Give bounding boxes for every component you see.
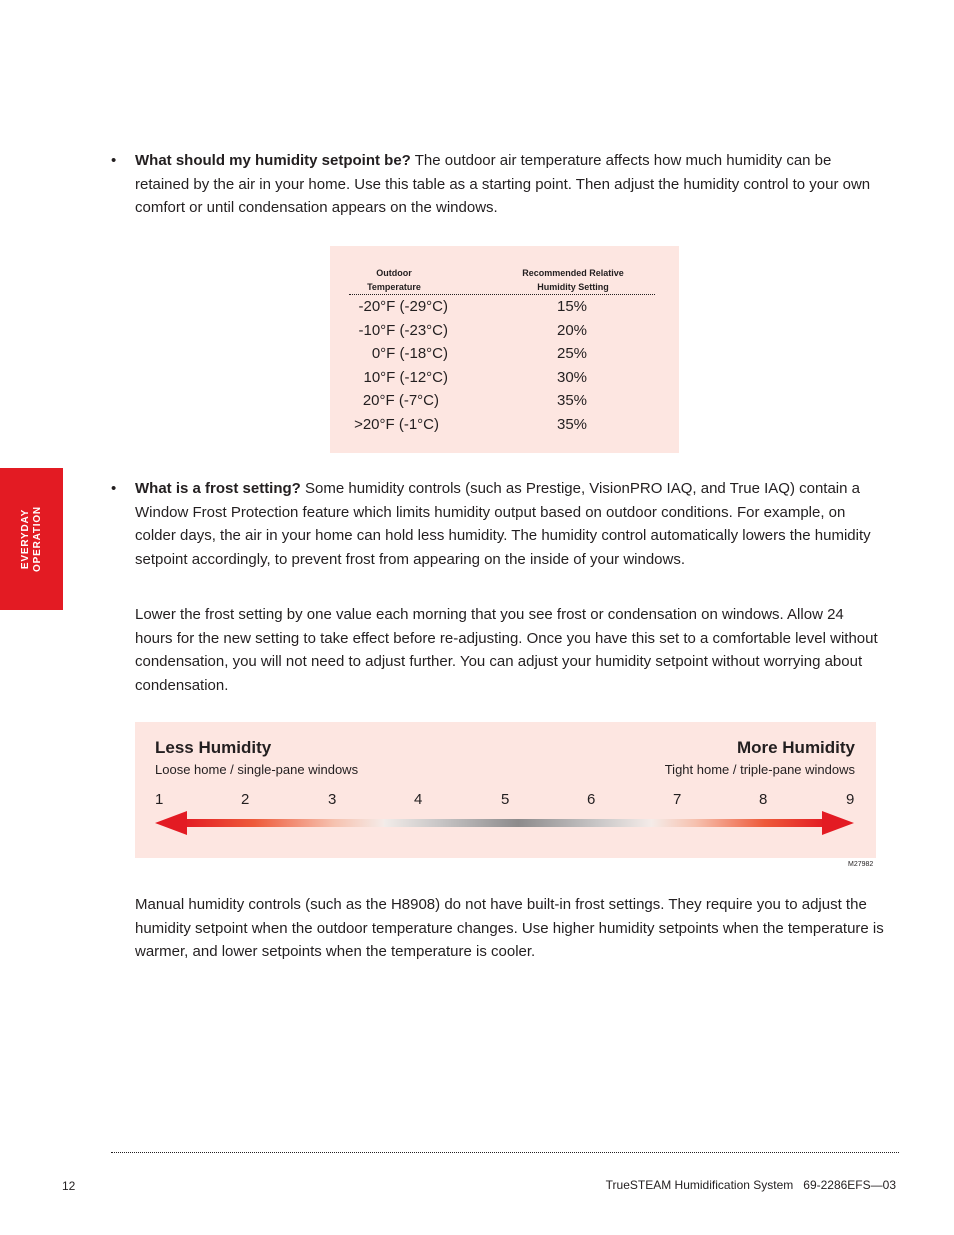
table-row — [330, 298, 679, 322]
table-row — [330, 416, 679, 440]
bullet-frost: • — [111, 480, 117, 497]
outdoor-temperature-cell: -20°F (-29°C) — [358, 298, 448, 315]
frost-setting-scale — [135, 722, 876, 858]
scale-tick-label: 6 — [587, 791, 596, 808]
table-header-recommended-humidity: Recommended Relative Humidity Setting — [522, 268, 624, 292]
table-row — [330, 322, 679, 346]
scale-tick-label: 8 — [759, 791, 768, 808]
outdoor-temperature-cell: 0°F (-18°C) — [371, 345, 448, 362]
lower-frost-paragraph: Lower the frost setting by one value each morning that you see frost or condensation on windows. Allow 24 hours for the new setting to take effect before re-adjusting. Once you have this set to a comfortable level without condensation, you will not need to adjust further. You can adjust your humidity setpoint without worrying about condensation. — [135, 606, 878, 694]
table-row — [330, 345, 679, 369]
table-header-divider — [349, 294, 655, 295]
scale-tick-label: 3 — [328, 791, 337, 808]
outdoor-temperature-cell: 10°F (-12°C) — [363, 368, 448, 386]
scale-tick-label: 2 — [241, 791, 250, 808]
double-arrow-icon — [155, 810, 854, 836]
figure-code: M27982 — [848, 861, 874, 868]
loose-home-label: Loose home / single-pane windows — [155, 762, 359, 777]
manual-controls-paragraph: Manual humidity controls (such as the H8908) do not have built-in frost settings. They require you to adjust the humidity setpoint when the outdoor temperature changes. Use higher humidity setpoints when the temperature is warmer, and lower setpoints when the temperature is cooler. — [135, 896, 884, 961]
setpoint-paragraph — [135, 149, 885, 220]
outdoor-temperature-cell: >20°F (-1°C) — [354, 415, 439, 433]
outdoor-temperature-cell: 20°F (-7°C) — [362, 392, 439, 409]
humidity-setting-cell: 25% — [557, 345, 588, 362]
humidity-setting-cell: 30% — [557, 368, 588, 386]
less-humidity-label: Less Humidity — [155, 738, 272, 757]
frost-heading: What is a frost setting? — [135, 480, 301, 497]
scale-tick-label: 5 — [501, 791, 510, 808]
humidity-setting-table — [330, 246, 679, 453]
scale-tick-label: 9 — [846, 791, 855, 808]
humidity-setting-cell: 15% — [557, 298, 588, 315]
footer-divider — [111, 1152, 899, 1153]
footer-document-title: TrueSTEAM Humidification System 69-2286EFS—03 — [605, 1178, 896, 1192]
humidity-setting-cell: 35% — [557, 415, 588, 433]
humidity-setting-cell: 20% — [557, 321, 588, 339]
frost-body: Some humidity controls (such as Prestige, VisionPRO IAQ, and True IAQ) contain a Window Frost Protection feature which limits humidity output based on outdoor conditions. For example, on colder days, the air in your home can hold less humidity. The humidity control automatically lowers the humidity setpoint accordingly, to prevent frost from appearing on the inside of your windows. — [135, 480, 871, 568]
table-row — [330, 392, 679, 416]
outdoor-temperature-cell: -10°F (-23°C) — [358, 321, 448, 339]
frost-paragraph — [135, 477, 885, 571]
table-row — [330, 369, 679, 393]
bullet-setpoint: • — [111, 152, 117, 169]
page-number: 12 — [62, 1179, 76, 1193]
setpoint-heading: What should my humidity setpoint be? — [135, 152, 411, 169]
humidity-setting-cell: 35% — [557, 392, 588, 409]
setpoint-body: The outdoor air temperature affects how much humidity can be retained by the air in your home. Use this table as a starting point. Then adjust the humidity control to your own comfort or until condensation appears on the windows. — [135, 152, 871, 217]
tight-home-label: Tight home / triple-pane windows — [664, 762, 855, 777]
side-tab-label: EVERYDAY OPERATION — [19, 506, 43, 572]
scale-tick-label: 1 — [155, 791, 164, 808]
section-side-tab — [0, 468, 63, 610]
scale-tick-label: 7 — [673, 791, 682, 808]
more-humidity-label: More Humidity — [736, 738, 855, 757]
scale-tick-label: 4 — [414, 791, 423, 808]
table-header-outdoor-temperature: Outdoor Temperature — [367, 268, 421, 292]
